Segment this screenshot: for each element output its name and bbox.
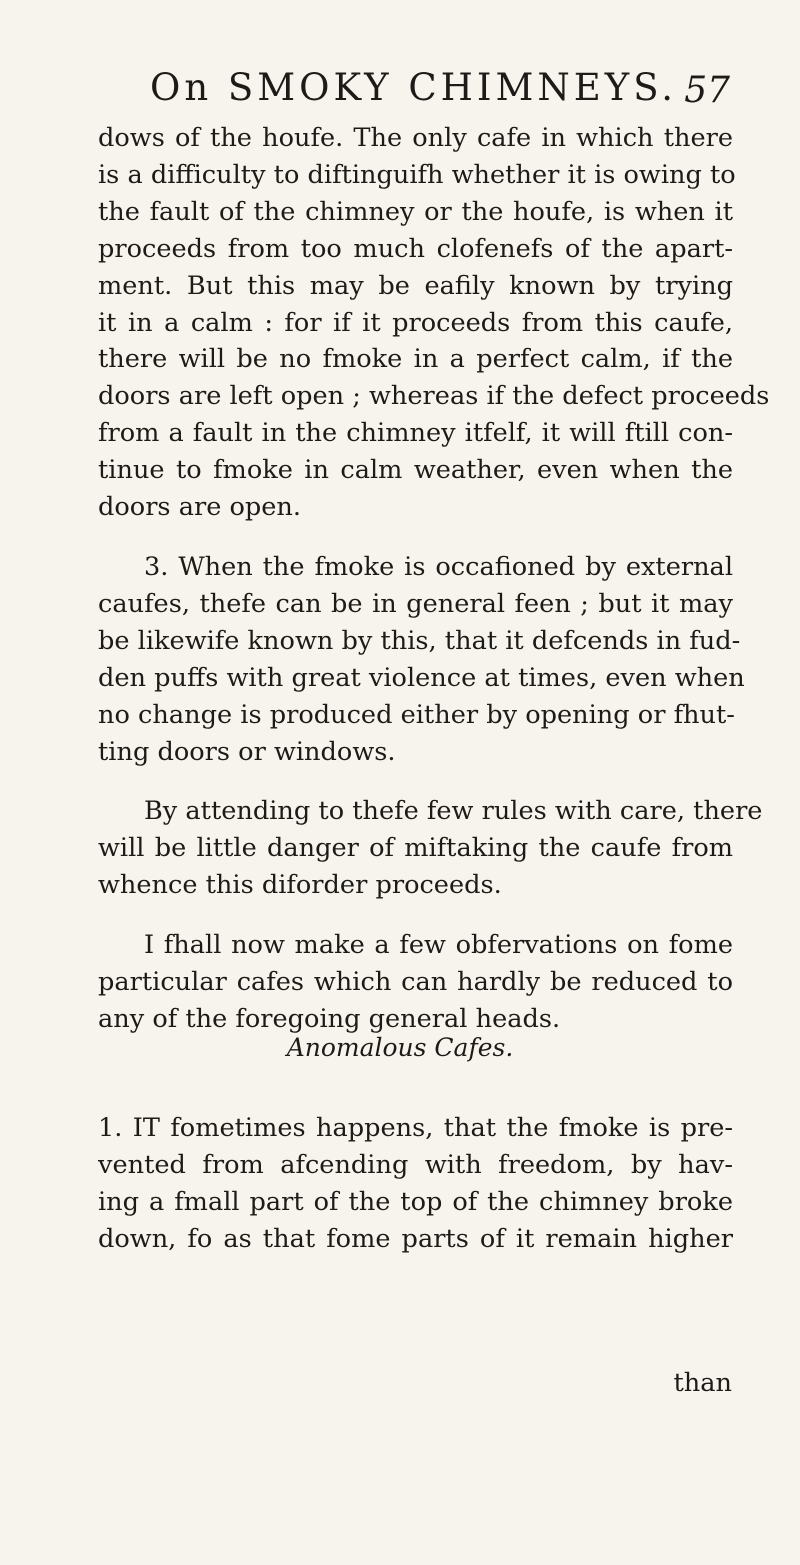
text-line: dows of the houfe. The only cafe in which there (98, 123, 733, 153)
body-text (98, 120, 770, 1038)
text-line: caufes, thefe can be in general feen ; but it may (98, 588, 733, 619)
paragraph-5 (98, 1110, 733, 1258)
text-line: any of the foregoing general heads. (98, 1003, 561, 1034)
text-line: doors are left open ; whereas if the defect proceeds (98, 381, 770, 412)
text-line: there will be no fmoke in a perfect calm, if the (98, 344, 733, 375)
text-line: is a difficulty to diftinguifh whether it is owing to (98, 159, 736, 190)
text-line: By attending to thefe few rules with care, there (144, 796, 763, 827)
text-line: proceeds from too much clofenefs of the apart- (98, 233, 733, 264)
text-line: particular cafes which can hardly be reduced to (98, 967, 733, 998)
text-line: ting doors or windows. (98, 736, 396, 767)
text-line: no change is produced either by opening or fhut- (98, 699, 735, 730)
text-line: ment. But this may be eafily known by trying (98, 270, 733, 301)
text-line: den puffs with great violence at times, even when (98, 662, 745, 693)
text-line: doors are open. (98, 492, 302, 523)
text-line: from a fault in the chimney itfelf, it will ftill con- (98, 418, 733, 449)
text-line: vented from afcending with freedom, by hav- (98, 1149, 733, 1180)
page-number: 57 (684, 70, 730, 111)
paragraph-1 (98, 120, 770, 526)
text-line: the fault of the chimney or the houfe, is when it (98, 196, 733, 227)
text-line: I fhall now make a few obfervations on fome (144, 930, 733, 961)
page-header (150, 66, 730, 126)
text-line: whence this diforder proceeds. (98, 870, 502, 901)
body-text-continued (98, 1110, 733, 1258)
text-line: it in a calm : for if it proceeds from this caufe, (98, 307, 733, 338)
paragraph-2 (98, 549, 745, 770)
text-line: down, fo as that fome parts of it remain higher (98, 1223, 733, 1254)
text-line: 1. IT fometimes happens, that the fmoke is pre- (98, 1113, 733, 1143)
section-heading: Anomalous Cafes. (286, 1033, 514, 1062)
paragraph-4 (98, 927, 733, 1038)
text-line: will be little danger of miftaking the caufe from (98, 833, 733, 864)
paragraph-3 (98, 793, 763, 904)
text-line: 3. When the fmoke is occafioned by external (144, 551, 733, 582)
text-line: be likewife known by this, that it defcends in fud- (98, 625, 741, 656)
text-line: tinue to fmoke in calm weather, even when the (98, 455, 733, 486)
running-title: On SMOKY CHIMNEYS. (150, 66, 678, 109)
text-line: ing a fmall part of the top of the chimney broke (98, 1186, 733, 1217)
catchword: than (673, 1368, 732, 1398)
